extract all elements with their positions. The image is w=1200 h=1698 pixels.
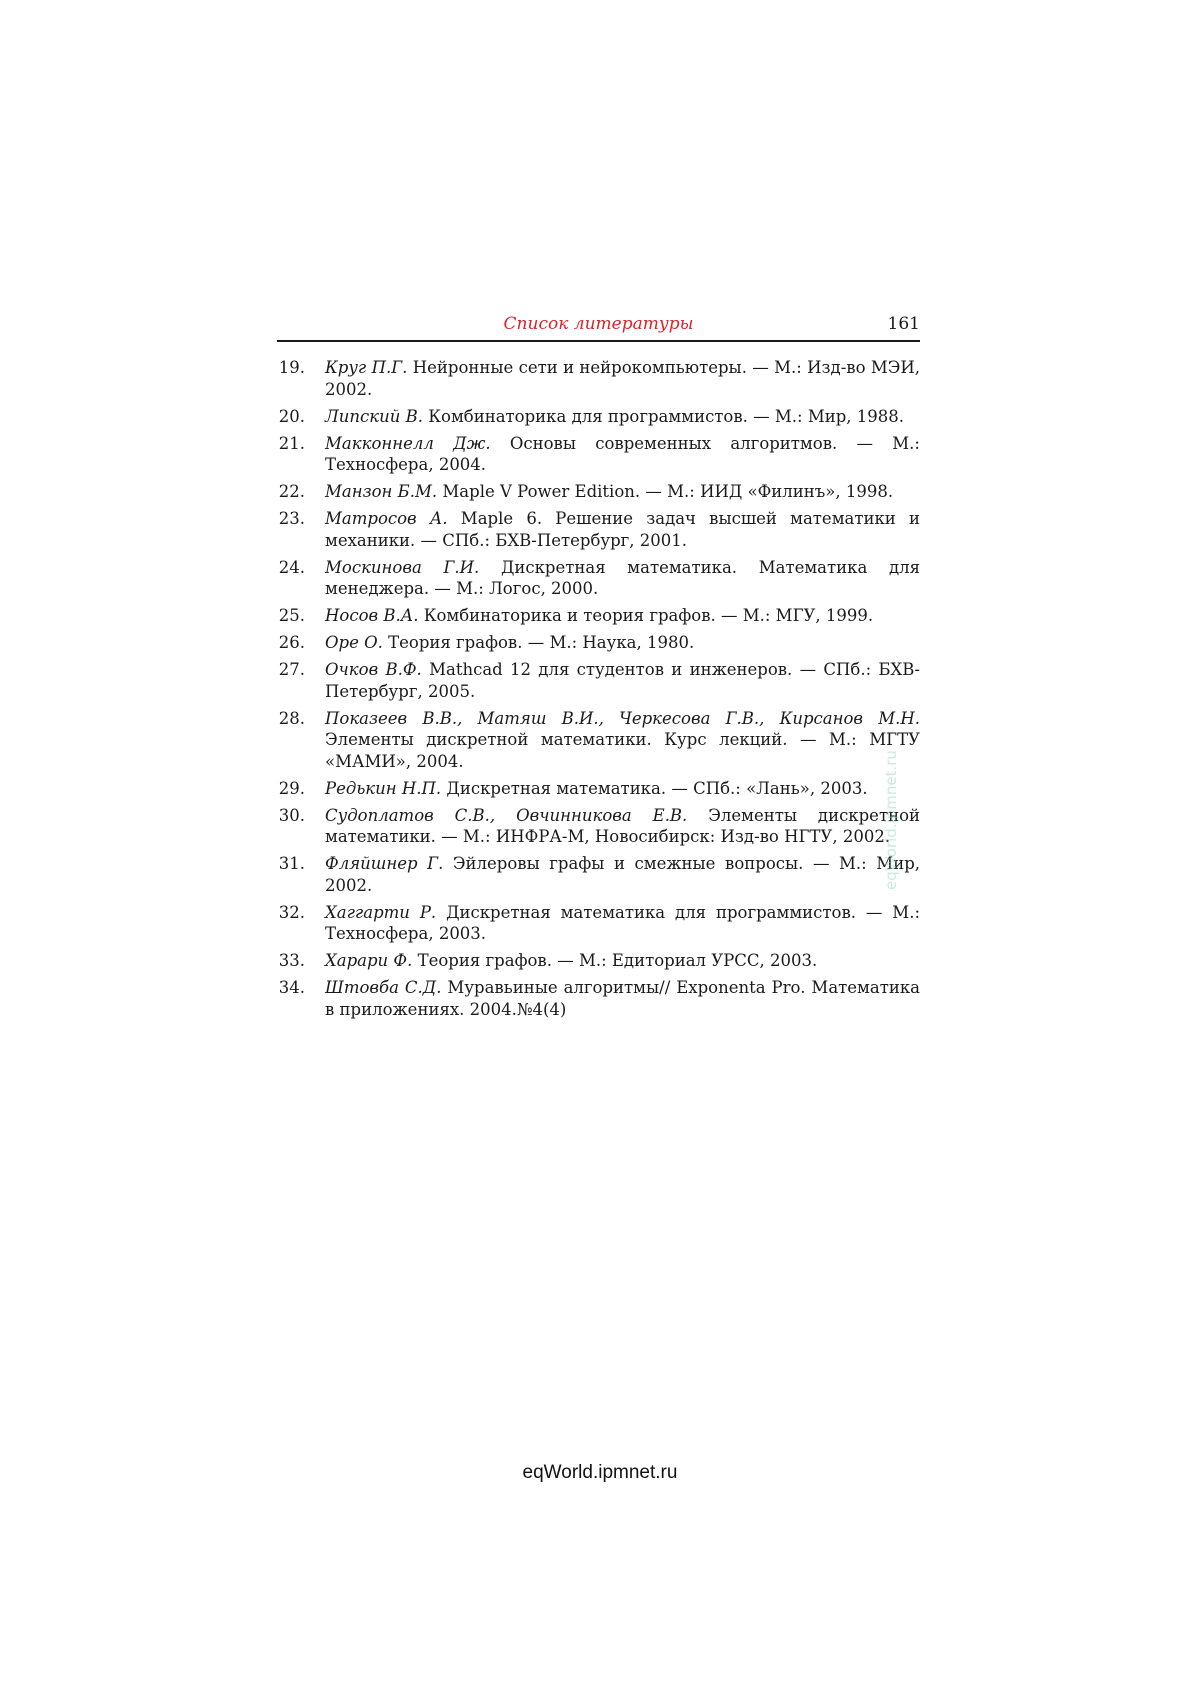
reference-text: Теория графов. — М.: Едиториал УРСС, 2003. — [412, 951, 818, 970]
running-header — [277, 311, 920, 342]
reference-item — [277, 853, 920, 896]
reference-number: 22. — [278, 482, 305, 501]
reference-item — [277, 433, 920, 476]
reference-item — [277, 605, 920, 627]
reference-text: Нейронные сети и нейрокомпьютеры. — М.: Изд-во МЭИ, 2002. — [325, 358, 920, 399]
reference-text: Теория графов. — М.: Наука, 1980. — [382, 633, 695, 652]
reference-number: 34. — [278, 978, 305, 997]
reference-list — [277, 357, 920, 1026]
reference-text: Комбинаторика для программистов. — М.: Мир, 1988. — [423, 406, 905, 426]
reference-number: 30. — [278, 805, 305, 825]
reference-text: Maple 6. Решение задач высшей математики и механики. — СПб.: БХВ-Петербург, 2001. — [325, 509, 921, 550]
reference-item — [277, 557, 920, 600]
reference-number: 33. — [278, 951, 305, 970]
running-header-title: Список литературы — [503, 314, 694, 334]
reference-text: Maple V Power Edition. — М.: ИИД «Филинъ», 1998. — [437, 482, 894, 501]
page-number: 161 — [887, 314, 920, 334]
reference-number: 20. — [278, 406, 305, 426]
reference-item — [277, 708, 920, 773]
reference-text: Дискретная математика. Математика для менеджера. — М.: Логос, 2000. — [325, 557, 921, 598]
reference-author: Манзон Б.М. — [325, 482, 438, 501]
reference-number: 21. — [278, 433, 305, 453]
reference-text: Основы современных алгоритмов. — М.: Техносфера, 2004. — [325, 433, 920, 474]
page-footer: eqWorld.ipmnet.ru — [522, 1462, 678, 1483]
reference-item — [277, 659, 920, 702]
reference-author: Показеев В.В., Матяш В.И., Черкесова Г.В., Кирсанов М.Н. — [325, 708, 920, 728]
reference-number: 24. — [278, 557, 305, 577]
reference-number: 19. — [278, 358, 305, 377]
reference-item — [277, 632, 920, 654]
reference-author: Носов В.А. — [325, 606, 419, 625]
reference-text: Элементы дискретной математики. — М.: ИНФРА-М, Новосибирск: Изд-во НГТУ, 2002. — [325, 805, 921, 846]
reference-number: 27. — [278, 660, 305, 679]
reference-author: Харари Ф. — [325, 951, 413, 970]
reference-text: Mathcad 12 для студентов и инженеров. — СПб.: БХВ-Петербург, 2005. — [325, 660, 920, 701]
reference-item — [277, 481, 920, 503]
reference-author: Липский В. — [325, 406, 423, 426]
reference-number: 31. — [278, 854, 305, 873]
reference-number: 29. — [278, 778, 305, 798]
reference-text: Элементы дискретной математики. Курс лекций. — М.: МГТУ «МАМИ», 2004. — [325, 730, 920, 771]
reference-number: 23. — [278, 509, 305, 528]
reference-text: Муравьиные алгоритмы// Exponenta Pro. Математика в приложениях. 2004.№4(4) — [325, 978, 920, 1019]
reference-author: Штовба С.Д. — [325, 978, 442, 997]
reference-item — [277, 357, 920, 400]
reference-item — [277, 977, 920, 1020]
reference-author: Редькин Н.П. — [325, 778, 442, 798]
reference-author: Матросов А. — [325, 509, 448, 528]
reference-author: Хаггарти Р. — [325, 902, 437, 922]
reference-item — [277, 950, 920, 972]
reference-number: 32. — [278, 902, 305, 922]
reference-item — [277, 805, 920, 848]
reference-text: Комбинаторика и теория графов. — М.: МГУ, 1999. — [418, 606, 874, 625]
reference-item — [277, 902, 920, 945]
reference-author: Макконнелл Дж. — [325, 433, 491, 453]
reference-author: Фляйшнер Г. — [325, 854, 444, 873]
reference-item — [277, 508, 920, 551]
reference-author: Круг П.Г. — [325, 358, 408, 377]
reference-number: 26. — [278, 633, 305, 652]
reference-text: Дискретная математика. — СПб.: «Лань», 2003. — [441, 778, 868, 798]
reference-number: 25. — [278, 606, 305, 625]
reference-number: 28. — [278, 708, 305, 728]
reference-item — [277, 778, 920, 800]
reference-author: Очков В.Ф. — [325, 660, 422, 679]
reference-text: Дискретная математика для программистов. — М.: Техносфера, 2003. — [325, 902, 921, 943]
reference-author: Москинова Г.И. — [325, 557, 480, 577]
reference-author: Судоплатов С.В., Овчинникова Е.В. — [325, 805, 688, 825]
reference-text: Эйлеровы графы и смежные вопросы. — М.: Мир, 2002. — [325, 854, 921, 895]
reference-author: Оре О. — [325, 633, 383, 652]
watermark: eqWorld.ipmnet.ru — [882, 750, 900, 890]
reference-item — [277, 406, 920, 428]
